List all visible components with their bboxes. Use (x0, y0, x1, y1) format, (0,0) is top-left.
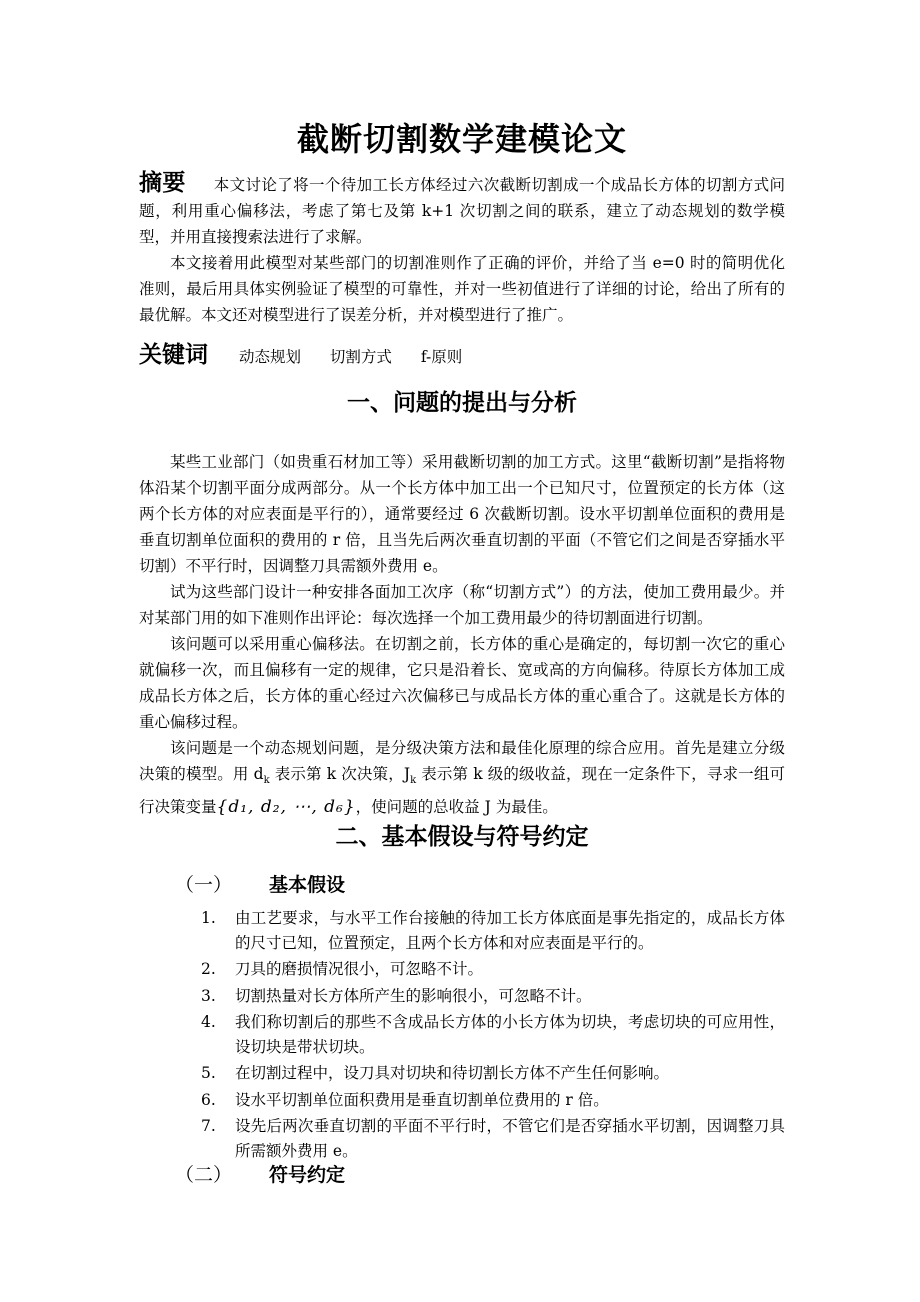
keywords-label: 关键词 (139, 342, 208, 368)
p4-text-b: 表示第 k 次决策，J (269, 765, 411, 783)
abstract-paragraph-1 (139, 170, 785, 250)
section-1-paragraph-4 (139, 735, 785, 820)
paper-title: 截断切割数学建模论文 (296, 120, 627, 158)
section-1-paragraph-2: 试为这些部门设计一种安排各面加工次序（称“切割方式”）的方法，使加工费用最少。并对某部门用的如下准则作出评论：每次选择一个加工费用最少的待切割面进行切割。 (139, 583, 785, 627)
list-text: 在切割过程中，设刀具对切块和待切割长方体不产生任何影响。 (235, 1064, 670, 1082)
list-number: 7. (201, 1117, 216, 1135)
abstract-label: 摘要 (139, 170, 186, 196)
list-text: 切割热量对长方体所产生的影响很小，可忽略不计。 (235, 986, 592, 1005)
section-2-heading: 二、基本假设与符号约定 (335, 824, 589, 850)
subsection-1-number: （一） (175, 874, 233, 896)
subsection-2-title: 符号约定 (269, 1164, 346, 1186)
subsection-1-title: 基本假设 (269, 874, 346, 896)
list-number: 5. (201, 1064, 216, 1082)
list-item (201, 1010, 785, 1059)
p4-subscript-1: k (263, 775, 270, 787)
list-item (201, 906, 785, 955)
keyword-3: f-原则 (420, 348, 463, 366)
keyword-2: 切割方式 (329, 348, 392, 366)
p4-text-c: 表示第 k 级的级收益，现在一定条件下，寻求一组可行决策变量 (139, 765, 785, 817)
list-item (201, 984, 785, 1009)
section-1-paragraph-3: 该问题可以采用重心偏移法。在切割之前，长方体的重心是确定的，每切割一次它的重心就偏移一次，而且偏移有一定的规律，它只是沿着长、宽或高的方向偏移。待原长方体加工成成品长方体之后，长方体的重心经过六次偏移已与成品长方体的重心重合了。这就是长方体的重心偏移过程。 (139, 635, 785, 731)
list-number: 4. (201, 1013, 216, 1031)
section-1-paragraph-1: 某些工业部门（如贵重石材加工等）采用截断切割的加工方式。这里“截断切割”是指将物体沿某个切割平面分成两部分。从一个长方体中加工出一个已知尺寸，位置预定的长方体（这两个长方体的对应表面是平行的），通常要经过 6 次截断切割。设水平切割单位面积的费用是垂直切割单位面积的费用的 r 倍，且当先后两次垂直切割的平面（不管它们之间是否穿插水平切割）不平行时，因调整刀具需额外费用 e。 (139, 453, 785, 575)
abstract-paragraph-2: 本文接着用此模型对某些部门的切割准则作了正确的评价，并给了当 e=0 时的简明优化准则，最后用具体实例验证了模型的可靠性，并对一些初值进行了详细的讨论，给出了所有的最优解。本文还对模型进行了误差分析，并对模型进行了推广。 (139, 254, 785, 324)
subsection-2-number: （二） (175, 1164, 233, 1186)
list-text: 我们称切割后的那些不含成品长方体的小长方体为切块，考虑切块的可应用性，设切块是带状切块。 (235, 1013, 785, 1056)
decision-variable-set: {d₁, d₂, ⋯, d₆} (216, 797, 356, 818)
subsection-assumptions-heading (175, 870, 345, 897)
list-text: 设先后两次垂直切割的平面不平行时，不管它们是否穿插水平切割，因调整刀具所需额外费用 e。 (235, 1117, 785, 1160)
list-item (201, 1088, 785, 1113)
keywords-line (139, 340, 785, 372)
p4-subscript-2: k (410, 775, 417, 787)
list-item (201, 957, 785, 982)
subsection-symbols-heading (175, 1160, 345, 1187)
p4-text-a: 该问题是一个动态规划问题，是分级决策方法和最佳化原理的综合应用。首先是建立分级决策的模型。用 d (139, 739, 785, 783)
abstract-block (139, 170, 785, 328)
abstract-text-1: 本文讨论了将一个待加工长方体经过六次截断切割成一个成品长方体的切割方式问题，利用重心偏移法，考虑了第七及第 k+1 次切割之间的联系，建立了动态规划的数学模型，并用直接搜索法进行了求解。 (139, 176, 785, 246)
section-1-body (139, 449, 785, 820)
list-item (201, 1061, 785, 1086)
p4-text-d: ，使问题的总收益 J 为最佳。 (355, 798, 558, 817)
list-number: 1. (201, 909, 216, 927)
list-item (201, 1114, 785, 1163)
list-text: 由工艺要求，与水平工作台接触的待加工长方体底面是事先指定的，成品长方体的尺寸已知，位置预定，且两个长方体和对应表面是平行的。 (235, 909, 785, 952)
list-number: 3. (201, 986, 216, 1005)
keyword-1: 动态规划 (238, 348, 301, 366)
list-text: 刀具的磨损情况很小，可忽略不计。 (235, 960, 484, 978)
list-number: 6. (201, 1090, 216, 1109)
list-text: 设水平切割单位面积费用是垂直切割单位费用的 r 倍。 (235, 1090, 609, 1109)
list-number: 2. (201, 960, 216, 978)
assumptions-list (201, 906, 785, 1165)
section-1-heading: 一、问题的提出与分析 (347, 390, 577, 416)
